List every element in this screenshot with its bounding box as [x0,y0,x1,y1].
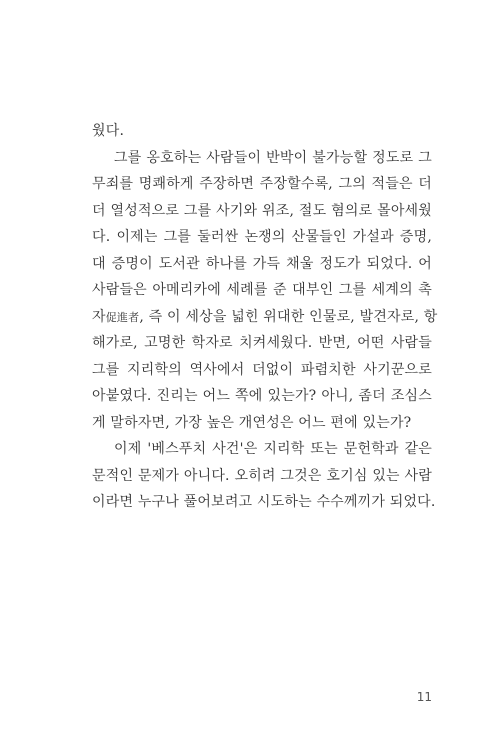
text-line: 그를 지리학의 역사에서 더없이 파렴치한 사기꾼으로 [92,361,432,378]
text-line: 게 말하자면, 가장 높은 개연성은 어느 편에 있는가? [92,414,412,431]
text-line: 다. 이제는 그를 둘러싼 논쟁의 산물들인 가설과 증명, [92,229,432,245]
text-line: 이라면 누구나 풀어보려고 시도하는 수수께끼가 되었다. [92,494,436,510]
text-line: 사람들은 아메리카에 세례를 준 대부인 그를 세계의 촉 [92,282,432,298]
text-line: 웠다. [92,123,125,139]
page-number: 11 [416,690,432,704]
text-line: 대 증명이 도서관 하나를 가득 채울 정도가 되었다. 어 [92,255,432,272]
text-line: 문적인 문제가 아니다. 오히려 그것은 호기심 있는 사람 [92,467,432,484]
text-line: 무죄를 명쾌하게 주장하면 주장할수록, 그의 적들은 더 [92,176,432,192]
body-text [92,118,438,516]
text-segment: 자 [92,308,106,325]
paragraph-start-line: 이제 '베스푸치 사건'은 지리학 또는 문헌학과 같은 [114,441,432,457]
text-line: 해가로, 고명한 학자로 치켜세웠다. 반면, 어떤 사람들 [92,335,432,351]
text-segment: , 즉 이 세상을 넓힌 위대한 인물로, 발견자로, 항 [139,308,438,325]
paragraph-start-line: 그를 옹호하는 사람들이 반박이 불가능할 정도로 그 [114,149,432,166]
text-line-with-hanja [92,304,438,331]
text-line: 더 열성적으로 그를 사기와 위조, 절도 혐의로 몰아세웠 [92,202,432,219]
hanja-annotation: 促進者 [105,310,140,324]
text-line: 아붙였다. 진리는 어느 쪽에 있는가? 아니, 좀더 조심스 [92,388,432,404]
